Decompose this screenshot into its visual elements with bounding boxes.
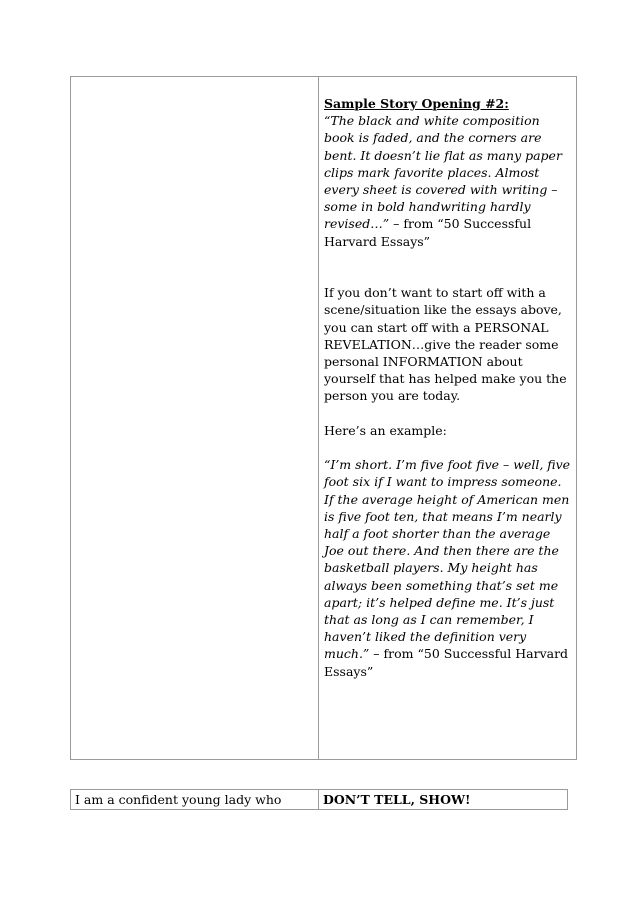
spacer: [324, 439, 572, 456]
sample-quote-paragraph: [324, 112, 572, 250]
spacer: [324, 250, 572, 267]
story-opening-table: [70, 76, 577, 760]
sample-quote-1: “The black and white composition book is faded, and the corners are bent. It doesn’t lie flat as many paper clips mark favorite places. Almost every sheet is covered with writing – some in bold handwriting hardly revised…”: [324, 113, 562, 232]
quote-source-2: – from “50 Successful Harvard Essays”: [324, 646, 569, 679]
spacer: [324, 267, 572, 284]
guidance-cell: [319, 77, 577, 760]
example-quote-paragraph: [324, 456, 572, 680]
instruction-paragraph: If you don’t want to start off with a scene/situation like the essays above, you can start off with a PERSONAL REVELATION…give the reader some personal INFORMATION about yourself that has helped make you the person you are today.: [324, 285, 567, 404]
quote-source-1: – from “50 Successful Harvard Essays”: [324, 216, 532, 249]
sentence-starter-cell: I am a confident young lady who: [71, 790, 319, 810]
empty-left-cell: [71, 77, 319, 760]
show-dont-tell-cell: DON’T TELL, SHOW!: [319, 790, 568, 810]
example-intro: Here’s an example:: [324, 422, 447, 438]
section-heading: Sample Story Opening #2:: [324, 96, 509, 111]
spacer: [324, 405, 572, 422]
sample-quote-2: “I’m short. I’m five foot five – well, five foot six if I want to impress someone. If the average height of American men is five foot ten, that means I’m nearly half a foot shorter than the average Joe out there. And then there are the basketball players. My height has always been something that’s set me apart; it’s helped define me. It’s just that as long as I can remember, I haven’t liked the definition very much.”: [324, 457, 571, 662]
show-dont-tell-table: [70, 789, 568, 810]
